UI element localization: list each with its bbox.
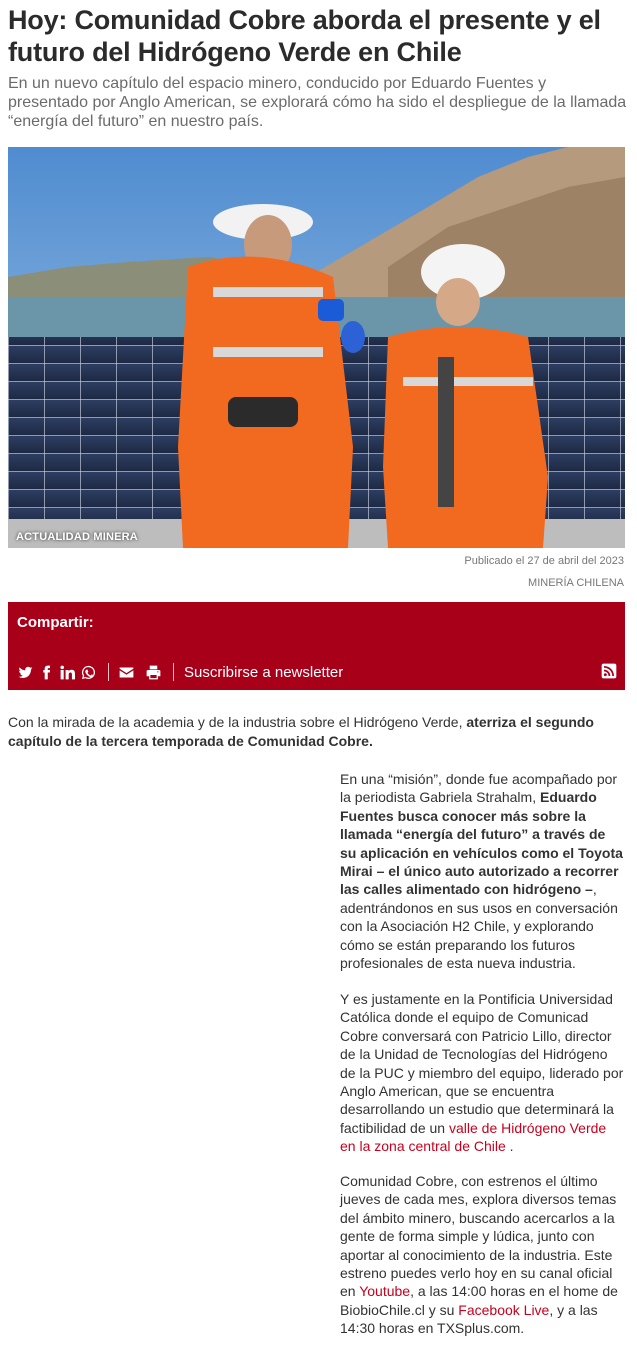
intro-text: Con la mirada de la academia y de la industria sobre el Hidrógeno Verde, — [8, 714, 467, 730]
photo-credit: ACTUALIDAD MINERA — [16, 531, 138, 543]
share-bar — [8, 602, 625, 690]
twitter-icon[interactable] — [16, 663, 34, 681]
share-row — [16, 661, 616, 683]
p1-bold-text: Eduardo Fuentes busca conocer más sobre la llamada “energía del futuro” a través de su aplicación en vehículos como el Toyota Mirai – el único auto autorizado a recorrer las calles alimentado con hidrógeno – — [340, 789, 623, 898]
p2-text-a: Y es justamente en la Pontificia Universidad Católica donde el equipo de Comunicad Cobre conversará con Patricio Lillo, director de la Unidad de Tecnologías del Hidrógeno de la PUC y miembro del equipo, liderado por Anglo American, que se encuentra desarrollando un estudio que determinará la factibilidad de un — [340, 991, 624, 1136]
hydrogen-valley-link[interactable]: valle de Hidrógeno Verde en la zona central de Chile — [340, 1119, 607, 1155]
paragraph-2 — [340, 990, 625, 1156]
print-icon[interactable] — [144, 663, 162, 681]
separator — [173, 663, 174, 681]
paragraph-3 — [340, 1172, 625, 1338]
source-label: MINERÍA CHILENA — [528, 577, 624, 589]
publish-date: Publicado el 27 de abril del 2023 — [464, 555, 624, 567]
hero-photo-illustration — [8, 147, 625, 548]
p1-text-a: En una “misión”, donde fue acompañado por la periodista Gabriela Strahalm, — [340, 771, 618, 806]
email-icon[interactable] — [117, 663, 135, 681]
p3-text-b: , a las 14:00 horas en el home de BiobioChile.cl y su — [340, 1283, 618, 1318]
p3-text-c: , y a las 14:30 horas en TXSplus.com. — [340, 1301, 598, 1337]
separator — [108, 663, 109, 681]
article-title: Hoy: Comunidad Cobre aborda el presente y el futuro del Hidrógeno Verde en Chile — [8, 5, 601, 67]
share-title: Compartir: — [17, 614, 94, 631]
article-intro — [8, 713, 628, 751]
hero-image[interactable] — [8, 147, 625, 548]
rss-icon[interactable] — [601, 663, 617, 679]
p2-text-b: . — [505, 1138, 514, 1155]
facebook-live-link[interactable]: Facebook Live — [458, 1301, 550, 1318]
whatsapp-icon[interactable] — [79, 663, 97, 681]
article-dek: En un nuevo capítulo del espacio minero, conducido por Eduardo Fuentes y presentado por Anglo American, se explorará cómo ha sido el despliegue de la llamada “energía del futuro” en nuestro país. — [8, 75, 627, 130]
youtube-link[interactable]: Youtube — [359, 1283, 411, 1300]
newsletter-link[interactable]: Suscribirse a newsletter — [184, 663, 344, 681]
linkedin-icon[interactable] — [58, 663, 76, 681]
intro-bold-text: aterriza el segundo capítulo de la tercera temporada de Comunidad Cobre. — [8, 714, 594, 749]
facebook-icon[interactable] — [37, 663, 55, 681]
p1-text-b: , adentrándonos en sus usos en conversación con la Asociación H2 Chile, y explorando cómo se están preparando los futuros profesionales de esta nueva industria. — [340, 881, 618, 972]
paragraph-1 — [340, 770, 625, 972]
p3-text-a: Comunidad Cobre, con estrenos el último jueves de cada mes, explora diversos temas del ámbito minero, buscando acercarlos a la gente de forma simple y lúdica, junto con aportar al conocimiento de la industria. Este estreno puedes verlo hoy en su canal oficial en — [340, 1173, 617, 1300]
